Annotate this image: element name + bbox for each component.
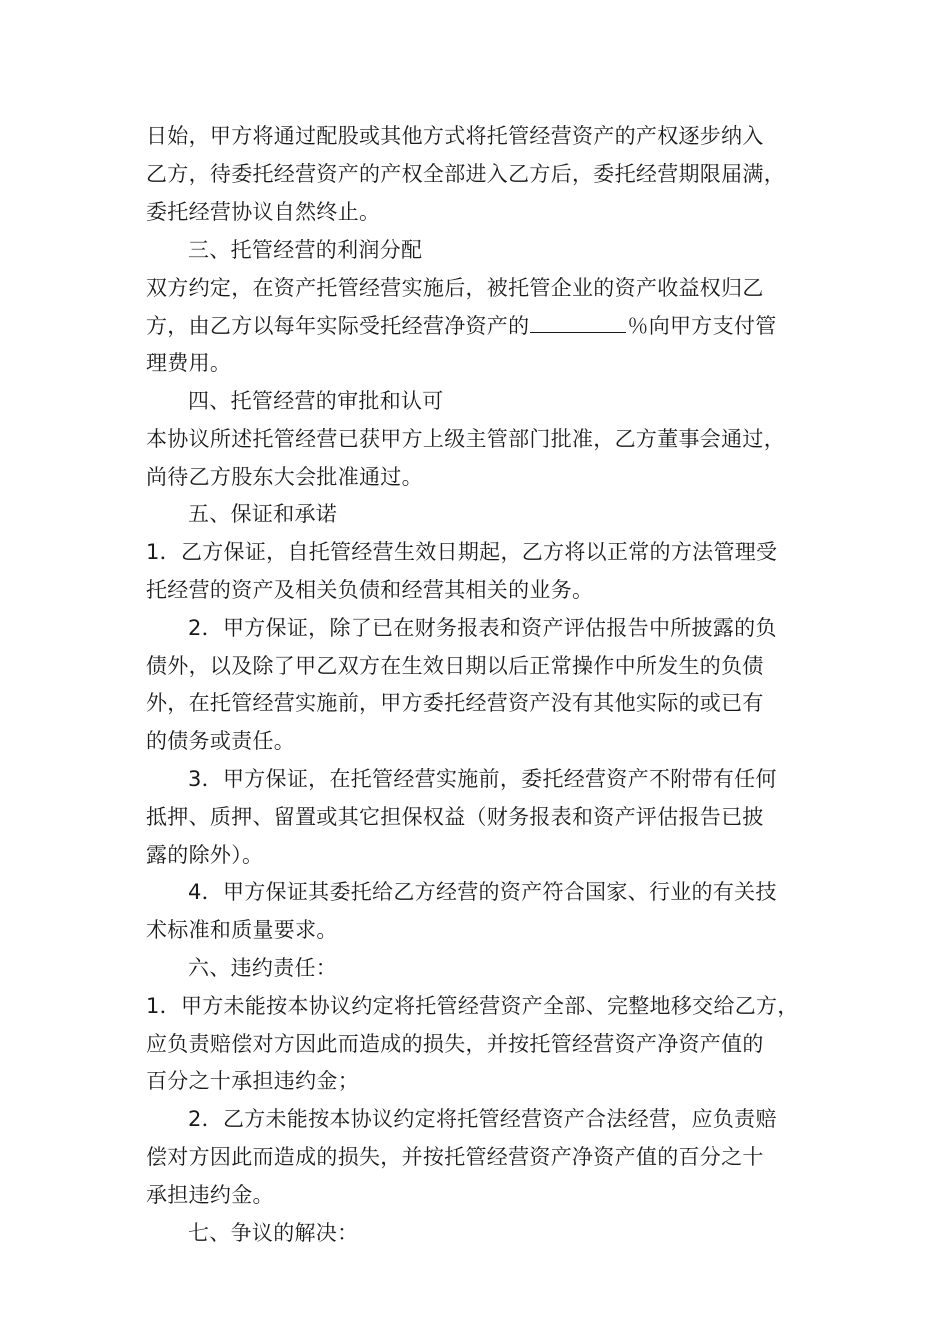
paragraph-line: 1．乙方保证，自托管经营生效日期起，乙方将以正常的方法管理受 — [146, 540, 778, 564]
paragraph-line: 外，在托管经营实施前，甲方委托经营资产没有其他实际的或已有 — [146, 691, 764, 715]
paragraph-line: 术标准和质量要求。 — [146, 918, 338, 942]
paragraph-line: 托经营的资产及相关负债和经营其相关的业务。 — [146, 578, 594, 602]
paragraph-line: 露的除外）。 — [146, 843, 264, 867]
section-heading: 五、保证和承诺 — [188, 502, 338, 526]
paragraph-line: 1．甲方未能按本协议约定将托管经营资产全部、完整地移交给乙方， — [146, 994, 799, 1018]
paragraph-line: 委托经营协议自然终止。 — [146, 200, 381, 224]
section-heading: 六、违约责任： — [188, 956, 338, 980]
paragraph-line: 承担违约金。 — [146, 1183, 274, 1207]
fee-line-before: 方，由乙方以每年实际受托经营净资产的 — [146, 314, 530, 338]
paragraph-line: 抵押、质押、留置或其它担保权益（财务报表和资产评估报告已披 — [146, 805, 764, 829]
fee-blank — [530, 312, 626, 333]
fee-line-after: ％向甲方支付管 — [627, 314, 777, 338]
paragraph-line: 日始，甲方将通过配股或其他方式将托管经营资产的产权逐步纳入 — [146, 124, 764, 148]
paragraph-line: 2．甲方保证，除了已在财务报表和资产评估报告中所披露的负 — [188, 616, 777, 640]
paragraph-line: 理费用。 — [146, 351, 232, 375]
section-heading: 四、托管经营的审批和认可 — [188, 389, 444, 413]
section-heading: 七、争议的解决： — [188, 1221, 359, 1245]
section-heading: 三、托管经营的利润分配 — [188, 238, 423, 262]
paragraph-line: 乙方，待委托经营资产的产权全部进入乙方后，委托经营期限届满， — [146, 162, 785, 186]
paragraph-line: 尚待乙方股东大会批准通过。 — [146, 465, 423, 489]
paragraph-line: 本协议所述托管经营已获甲方上级主管部门批准，乙方董事会通过， — [146, 427, 785, 451]
paragraph-line: 2．乙方未能按本协议约定将托管经营资产合法经营，应负责赔 — [188, 1107, 777, 1131]
paragraph-line: 4．甲方保证其委托给乙方经营的资产符合国家、行业的有关技 — [188, 880, 777, 904]
paragraph-line: 偿对方因此而造成的损失，并按托管经营资产净资产值的百分之十 — [146, 1145, 764, 1169]
paragraph-line: 百分之十承担违约金； — [146, 1069, 359, 1093]
paragraph-line: 3．甲方保证，在托管经营实施前，委托经营资产不附带有任何 — [188, 767, 777, 791]
paragraph-line: 应负责赔偿对方因此而造成的损失，并按托管经营资产净资产值的 — [146, 1032, 764, 1056]
paragraph-line: 双方约定，在资产托管经营实施后，被托管企业的资产收益权归乙 — [146, 276, 764, 300]
paragraph-line: 债外，以及除了甲乙双方在生效日期以后正常操作中所发生的负债 — [146, 654, 764, 678]
paragraph-line: 的债务或责任。 — [146, 729, 296, 753]
fee-line — [146, 312, 777, 339]
